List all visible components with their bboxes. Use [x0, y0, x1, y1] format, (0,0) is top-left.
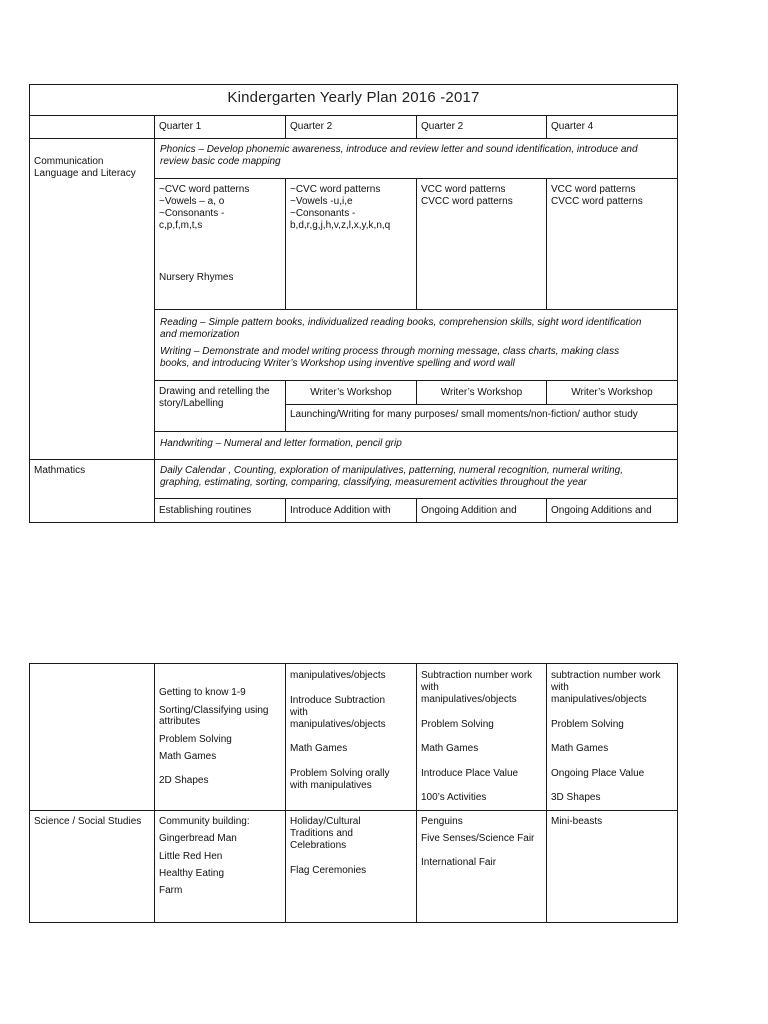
p2-math-q4-line: manipulatives/objects [551, 694, 647, 705]
header-q3-cell [416, 115, 547, 139]
p2-math-q1-cell [154, 663, 286, 811]
drawing-line2: story/Labelling [159, 398, 224, 409]
p2-math-q2-line: with [290, 707, 308, 718]
header-q4-cell [546, 115, 678, 139]
header-q2-cell [285, 115, 417, 139]
handwriting-cell [154, 431, 678, 460]
page-title: Kindergarten Yearly Plan 2016 -2017 [227, 89, 480, 106]
q1-nursery-rhymes: Nursery Rhymes [159, 272, 234, 283]
p2-math-q4-line: subtraction number work [551, 670, 661, 681]
workshop-q3: Writer’s Workshop [440, 387, 523, 398]
p2-math-q3-line: Math Games [421, 743, 479, 754]
header-q1-cell [154, 115, 286, 139]
q1-pattern-line: c,p,f,m,t,s [159, 220, 203, 231]
math-q2-text: Introduce Addition with [290, 505, 391, 516]
p2-math-q1-line: Problem Solving [159, 734, 232, 745]
workshop-q4: Writer’s Workshop [571, 387, 653, 398]
p2-math-q3-line: Subtraction number work [421, 670, 533, 681]
drawing-line1: Drawing and retelling the [159, 386, 270, 397]
q3-pattern-line: CVCC word patterns [421, 196, 513, 207]
subject-math-cell [29, 459, 155, 523]
drawing-cell [154, 380, 286, 432]
q2-pattern-line: ~Consonants - [290, 208, 356, 219]
q4-pattern-line: VCC word patterns [551, 184, 636, 195]
p2-math-q1-line: 2D Shapes [159, 775, 209, 786]
subject-math-label: Mathmatics [34, 465, 86, 476]
p2-math-q3-line: 100’s Activities [421, 792, 487, 803]
q1-pattern-line: ~Vowels – a, o [159, 196, 225, 207]
handwriting-text: Handwriting – Numeral and letter formation, pencil grip [160, 438, 402, 449]
subject-communication-line2: Language and Literacy [34, 168, 136, 179]
math-q1-text: Establishing routines [159, 505, 252, 516]
p2-math-q4-line: Math Games [551, 743, 609, 754]
reading-line1: Reading – Simple pattern books, individualized reading books, comprehension skills, sight word identification [160, 317, 642, 328]
phonics-cell [154, 138, 678, 179]
sci-q1-line: Healthy Eating [159, 868, 225, 879]
p2-math-q1-line: Getting to know 1-9 [159, 687, 246, 698]
reading-writing-cell [154, 309, 678, 381]
sci-q2-line: Traditions and [290, 828, 353, 839]
p2-math-q3-line: Introduce Place Value [421, 768, 519, 779]
sci-q3-line: Five Senses/Science Fair [421, 833, 535, 844]
header-quarter-3: Quarter 2 [421, 121, 464, 132]
p2-math-q2-line: manipulatives/objects [290, 670, 386, 681]
q3-pattern-line: VCC word patterns [421, 184, 506, 195]
math-daily-cell [154, 459, 678, 499]
p2-math-q4-line: with [551, 682, 569, 693]
math-daily-line2: graphing, estimating, sorting, comparing, classifying, measurement activities throughout the year [160, 477, 587, 488]
math-q3-cell [416, 498, 547, 523]
p2-math-q4-cell [546, 663, 678, 811]
sci-q1-cell [154, 810, 286, 923]
sci-q2-line: Holiday/Cultural [290, 816, 361, 827]
p2-math-q3-cell [416, 663, 547, 811]
p2-math-q2-cell [285, 663, 417, 811]
p2-math-q1-line: Math Games [159, 751, 217, 762]
writing-line1: Writing – Demonstrate and model writing process through morning message, class charts, making class [160, 346, 620, 357]
sci-q2-line: Flag Ceremonies [290, 865, 367, 876]
sci-q2-cell [285, 810, 417, 923]
header-quarter-1: Quarter 1 [159, 121, 202, 132]
math-daily-line1: Daily Calendar , Counting, exploration of manipulatives, patterning, numeral recognition, numeral writing, [160, 465, 624, 476]
phonics-line1: Phonics – Develop phonemic awareness, introduce and review letter and sound identification, introduce and [160, 144, 638, 155]
q2-pattern-line: b,d,r,g,j,h,v,z,l,x,y,k,n,q [290, 220, 391, 231]
math-q1-cell [154, 498, 286, 523]
q3-word-patterns-cell [416, 178, 547, 310]
launching-text: Launching/Writing for many purposes/ small moments/non-fiction/ author study [290, 409, 638, 420]
reading-line2: and memorization [160, 329, 240, 340]
p2-math-q1-line: attributes [159, 716, 201, 727]
q2-pattern-line: ~CVC word patterns [290, 184, 381, 195]
p2-math-q4-line: Ongoing Place Value [551, 768, 645, 779]
p2-math-q3-line: with [421, 682, 439, 693]
sci-q2-line: Celebrations [290, 840, 347, 851]
q2-pattern-line: ~Vowels -u,i,e [290, 196, 353, 207]
title-cell [29, 84, 678, 116]
subject-science-label: Science / Social Studies [34, 816, 142, 827]
q4-pattern-line: CVCC word patterns [551, 196, 643, 207]
q1-word-patterns-cell [154, 178, 286, 310]
p2-math-q3-line: Problem Solving [421, 719, 494, 730]
p2-math-q4-line: Problem Solving [551, 719, 624, 730]
workshop-q2: Writer’s Workshop [310, 387, 392, 398]
sci-q3-line: International Fair [421, 857, 497, 868]
header-quarter-4: Quarter 4 [551, 121, 594, 132]
math-q2-cell [285, 498, 417, 523]
launching-cell [285, 404, 678, 432]
p2-math-q2-line: Problem Solving orally [290, 768, 390, 779]
p2-math-q1-line: Sorting/Classifying using [159, 705, 269, 716]
q4-word-patterns-cell [546, 178, 678, 310]
subject-communication-line1: Communication [34, 156, 104, 167]
math-q4-text: Ongoing Additions and [551, 505, 652, 516]
math-q4-cell [546, 498, 678, 523]
p2-math-q2-line: with manipulatives [290, 780, 372, 791]
sci-q3-cell [416, 810, 547, 923]
sci-q4-line: Mini-beasts [551, 816, 603, 827]
sci-q1-line: Farm [159, 885, 183, 896]
workshop-q3-cell [416, 380, 547, 405]
sci-q3-line: Penguins [421, 816, 463, 827]
workshop-q4-cell [546, 380, 678, 405]
q1-pattern-line: ~Consonants - [159, 208, 225, 219]
p2-math-q3-line: manipulatives/objects [421, 694, 517, 705]
header-quarter-2: Quarter 2 [290, 121, 333, 132]
q2-word-patterns-cell [285, 178, 417, 310]
p2-math-q2-line: Math Games [290, 743, 348, 754]
writing-line2: books, and introducing Writer’s Workshop using inventive spelling and word wall [160, 358, 515, 369]
p2-math-q4-line: 3D Shapes [551, 792, 601, 803]
q1-pattern-line: ~CVC word patterns [159, 184, 250, 195]
p2-math-q2-line: manipulatives/objects [290, 719, 386, 730]
subject-science-cell [29, 810, 155, 923]
workshop-q2-cell [285, 380, 417, 405]
sci-q1-line: Community building: [159, 816, 250, 827]
p2-math-subject-cell [29, 663, 155, 811]
p2-math-q2-line: Introduce Subtraction [290, 695, 386, 706]
subject-communication-cell [29, 138, 155, 460]
phonics-line2: review basic code mapping [160, 156, 281, 167]
header-subject-cell [29, 115, 155, 139]
math-q3-text: Ongoing Addition and [421, 505, 517, 516]
sci-q4-cell [546, 810, 678, 923]
sci-q1-line: Gingerbread Man [159, 833, 237, 844]
sci-q1-line: Little Red Hen [159, 851, 223, 862]
